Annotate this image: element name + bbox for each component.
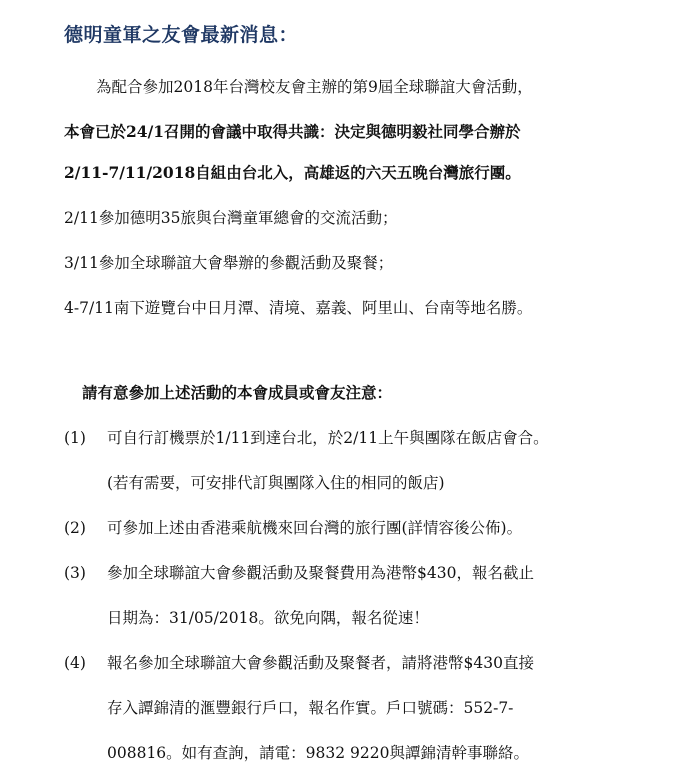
schedule-item-2: 3/11參加全球聯誼大會舉辦的參觀活動及聚餐； <box>64 254 394 272</box>
note-3-line-2: 日期為：31/05/2018。欲免向隅，報名從速！ <box>107 609 429 627</box>
schedule-item-1: 2/11參加德明35旅與台灣童軍總會的交流活動； <box>64 209 398 227</box>
notice-heading: 請有意參加上述活動的本會成員或會友注意： <box>82 383 393 402</box>
note-number: (3) <box>64 564 86 582</box>
intro-line-3: 2/11-7/11/2018自組由台北入，高雄返的六天五晚台灣旅行團。 <box>64 163 521 182</box>
note-4-line-3: 008816。如有查詢，請電：9832 9220與譚錦清幹事聯絡。 <box>107 744 529 762</box>
note-number: (4) <box>64 654 86 672</box>
page-title: 德明童軍之友會最新消息： <box>64 24 299 46</box>
note-1-line-2: (若有需要，可安排代訂與團隊入住的相同的飯店) <box>107 474 445 492</box>
note-number: (2) <box>64 519 86 537</box>
note-number: (1) <box>64 429 86 447</box>
note-3-line-1: 參加全球聯誼大會參觀活動及聚餐費用為港幣$430，報名截止 <box>107 564 534 582</box>
schedule-item-3: 4-7/11南下遊覽台中日月潭、清境、嘉義、阿里山、台南等地名勝。 <box>64 299 533 317</box>
intro-line-1: 為配合參加2018年台灣校友會主辦的第9屆全球聯誼大會活動， <box>96 78 533 96</box>
note-1-line-1: 可自行訂機票於1/11到達台北，於2/11上午與團隊在飯店會合。 <box>107 429 549 447</box>
intro-line-2: 本會已於24/1召開的會議中取得共識：決定與德明毅社同學合辦於 <box>64 122 521 141</box>
note-4-line-1: 報名參加全球聯誼大會參觀活動及聚餐者，請將港幣$430直接 <box>107 654 534 672</box>
note-2-line-1: 可參加上述由香港乘航機來回台灣的旅行團(詳情容後公佈)。 <box>107 519 523 537</box>
note-4-line-2: 存入譚錦清的滙豐銀行戶口，報名作實。戶口號碼：552-7- <box>107 699 514 717</box>
